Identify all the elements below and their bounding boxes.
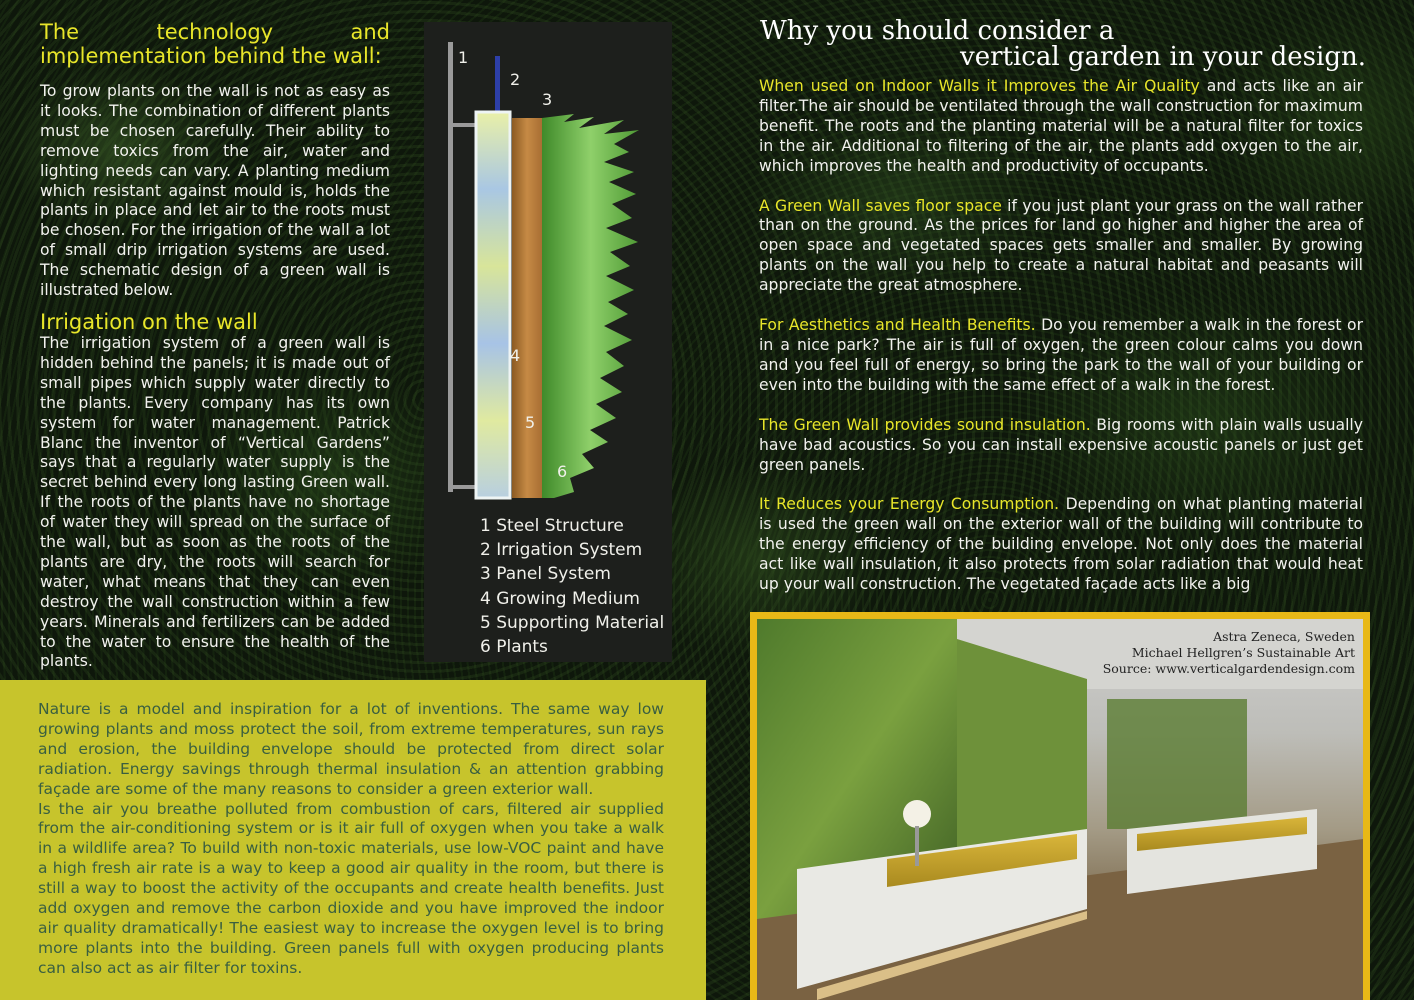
nature-paragraph: Nature is a model and inspiration for a lot of inventions. The same way low growing plants and moss protect the soil, from extreme temperatures, sun rays and erosion, the building envelope should be protected from direct solar radiation. Energy savings through thermal insulation & an attention grabbing façade are some of the many reasons to consider a green exterior wall. xyxy=(38,700,664,798)
diagram-legend xyxy=(480,514,664,659)
left-column xyxy=(40,20,390,672)
benefit-text: Big rooms with plain walls usually have bad acoustics. So you can install expensive acoustic panels or just get green panels. xyxy=(759,415,1363,474)
lamp-stand xyxy=(915,826,919,866)
benefit-heading: A Green Wall saves floor space xyxy=(759,196,1002,215)
steel-bracket-top xyxy=(448,123,478,127)
irrigation-heading: Irrigation on the wall xyxy=(40,309,258,334)
nature-inspiration-text xyxy=(38,700,664,979)
caption-source: Source: www.verticalgardendesign.com xyxy=(1102,661,1355,676)
caption-artist: Michael Hellgren’s Sustainable Art xyxy=(1131,645,1355,660)
far-wall-plants xyxy=(1107,699,1247,829)
photo-frame xyxy=(750,612,1370,1000)
air-quality-paragraph: Is the air you breathe polluted from combustion of cars, filtered air supplied from the air-conditioning system or is it air full of oxygen when you take a walk in a wildlife area? To build with non-toxic materials, use low-VOC paint and have a high fresh air rate is a way to keep a good air quality in the room, but there is still a way to boost the activity of the occupants and create health benefits. Just add oxygen and remove the carbon dioxide and you have improved the indoor air quality dramatically! The easiest way to increase the oxygen level is to bring more plants into the building. Green panels full with oxygen producing plants can also act as air filter for toxins. xyxy=(38,799,664,977)
legend-item: 4 Growing Medium xyxy=(480,588,640,609)
benefit-text: Depending on what planting material is used the green wall on the exterior wall of the building will contribute to the energy efficiency of the building envelope. Not only does the material act like wall insulation, it also protects from solar radiation that would heat up your wall construction. The vegetated façade acts like a big xyxy=(759,495,1363,594)
benefit-section-aesthetics xyxy=(759,316,1363,396)
benefit-heading: It Reduces your Energy Consumption. xyxy=(759,495,1060,514)
nature-inspiration-box xyxy=(0,680,706,1000)
irrigation-paragraph: The irrigation system of a green wall is hidden behind the panels; it is made out of small pipes which supply water directly to the plants. Every company has its own system for water management. Patrick Blanc the inventor of “Vertical Gardens” says that a regularly water supply is the secret behind every long lasting Green wall. If the roots of the plants have no shortage of water they will spread on the surface of the wall, but as soon as the roots of the plants are dry, the roots will search for water, what means that they can even destroy the wall construction within a few years. Minerals and fertilizers can be added to the water to ensure the health of the plants. xyxy=(40,333,390,671)
steel-bracket-bottom xyxy=(448,485,478,489)
benefit-heading: The Green Wall provides sound insulation. xyxy=(759,415,1091,434)
growing-medium xyxy=(512,118,542,498)
green-wall-diagram xyxy=(424,22,672,662)
plants xyxy=(542,114,639,498)
benefit-heading: When used on Indoor Walls it Improves the Air Quality xyxy=(759,77,1200,95)
legend-item: 3 Panel System xyxy=(480,564,611,585)
technology-paragraph: To grow plants on the wall is not as easy as it looks. The combination of different plants must be chosen carefully. Their ability to remove toxics from the air, water and lighting needs can vary. A planting medium which resistant against mould is, holds the plants in place and let air to the roots must be chosen. For the irrigation of the wall a lot of small drip irrigation systems are used. The schematic design of a green wall is illustrated below. xyxy=(40,82,390,300)
photo-caption xyxy=(1103,629,1355,677)
lamp-shade xyxy=(903,800,931,828)
benefit-section-sound xyxy=(759,416,1363,476)
legend-item: 2 Irrigation System xyxy=(480,540,643,561)
title-line-2: vertical garden in your design. xyxy=(960,42,1366,72)
irrigation-pipe xyxy=(495,56,500,112)
steel-structure-post xyxy=(448,42,453,492)
title-line-1: Why you should consider a xyxy=(760,16,1115,46)
technology-heading: The technology and implementation behind the wall: xyxy=(40,20,390,68)
page-title xyxy=(760,18,1370,70)
diagram-label-5: 5 xyxy=(525,413,536,432)
diagram-label-6: 6 xyxy=(557,462,568,481)
panel-system xyxy=(476,112,510,498)
benefit-section-floor-space xyxy=(759,197,1363,297)
benefit-heading: For Aesthetics and Health Benefits. xyxy=(759,316,1036,335)
legend-item: 1 Steel Structure xyxy=(480,516,624,536)
benefit-section-air-quality xyxy=(759,77,1363,177)
benefit-text: Do you remember a walk in the forest or in a nice park? The air is full of oxygen, the green colour calms you down and you feel full of energy, so bring the park to the wall of your building or even into the building with the same effect of a walk in the forest. xyxy=(759,316,1363,394)
benefit-text: if you just plant your grass on the wall rather than on the ground. As the prices for land go higher and higher the area of open space and vegetated spaces gets smaller and smaller. By growing plants on the wall you help to create a natural habitat and peasants will appreciate the great atmosphere. xyxy=(759,196,1363,295)
benefits-column xyxy=(759,77,1363,615)
diagram-label-2: 2 xyxy=(510,70,521,89)
diagram-label-4: 4 xyxy=(510,346,521,365)
diagram-label-3: 3 xyxy=(542,90,553,109)
benefit-text: and acts like an air filter.The air should be ventilated through the wall construction for maximum benefit. The roots and the planting material will be a natural filter for toxics in the air. Additional to filtering of the air, the plants add oxygen to the air, which improves the health and productivity of occupants. xyxy=(759,77,1363,175)
legend-item: 6 Plants xyxy=(480,637,548,658)
diagram-label-1: 1 xyxy=(458,48,469,67)
benefit-section-energy xyxy=(759,495,1363,595)
lobby-green-wall-photo xyxy=(757,619,1363,1000)
legend-item: 5 Supporting Material xyxy=(480,612,665,633)
caption-location: Astra Zeneca, Sweden xyxy=(1213,629,1355,644)
